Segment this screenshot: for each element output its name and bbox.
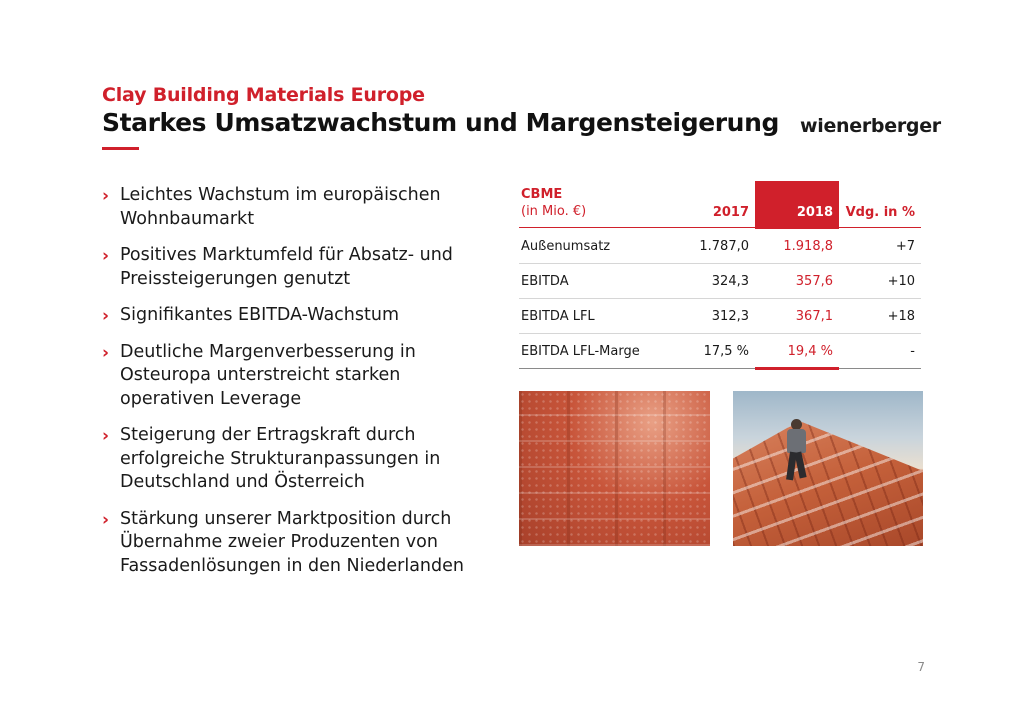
chevron-right-icon: › (102, 509, 110, 530)
roofer-figure (783, 419, 809, 481)
cell-change: +7 (895, 239, 915, 254)
bullet-item (102, 184, 482, 231)
cell-change: - (910, 344, 915, 359)
bullet-text: Positives Marktumfeld für Absatz- und Preissteigerungen genutzt (120, 245, 453, 289)
bullet-item (102, 508, 482, 579)
cell-2017: 324,3 (711, 274, 749, 289)
row-divider (519, 368, 921, 369)
column-header-2017: 2017 (712, 205, 749, 220)
kpi-table (519, 181, 921, 371)
bullet-text: Deutliche Margenverbesserung in Osteuropa unterstreicht starken operativen Leverage (120, 341, 416, 409)
cell-2017: 17,5 % (703, 344, 749, 359)
cell-2018: 357,6 (795, 274, 833, 289)
cell-2017: 312,3 (711, 309, 749, 324)
bullet-item (102, 304, 482, 328)
table-row (519, 264, 921, 299)
bullet-text: Stärkung unserer Marktposition durch Übernahme zweier Produzenten von Fassadenlösungen in den Niederlanden (120, 508, 464, 576)
table-unit: (in Mio. €) (521, 204, 587, 219)
title-underline (102, 147, 139, 150)
table-row (519, 299, 921, 334)
chevron-right-icon: › (102, 306, 110, 326)
bullet-item (102, 424, 482, 495)
chevron-right-icon: › (102, 246, 110, 266)
page-number: 7 (917, 660, 925, 674)
highlight-column-bottom (755, 367, 839, 370)
roof-photo (733, 391, 923, 546)
bullet-text: Steigerung der Ertragskraft durch erfolgreiche Strukturanpassungen in Deutschland und Österreich (120, 425, 441, 492)
page-title: Starkes Umsatzwachstum und Margensteigerung (102, 108, 779, 137)
brand-logo: wienerberger (800, 115, 941, 137)
table-row (519, 334, 921, 369)
chevron-right-icon: › (102, 342, 110, 363)
row-label: EBITDA LFL (521, 309, 595, 324)
table-label: CBME (521, 187, 563, 202)
bullet-text: Leichtes Wachstum im europäischen Wohnbaumarkt (120, 185, 441, 229)
roofer-leg (794, 452, 806, 479)
bullet-item (102, 341, 482, 412)
brick-texture (519, 391, 710, 546)
cell-2017: 1.787,0 (699, 239, 749, 254)
roofer-body (787, 429, 806, 453)
cell-2018: 1.918,8 (783, 239, 833, 254)
cell-change: +18 (887, 309, 915, 324)
cell-2018: 367,1 (795, 309, 833, 324)
roof-tiles (733, 421, 923, 546)
bullet-list (102, 184, 482, 591)
chevron-right-icon: › (102, 186, 110, 206)
chevron-right-icon: › (102, 426, 110, 446)
column-header-change: Vdg. in % (845, 205, 915, 220)
row-label: Außenumsatz (521, 239, 611, 254)
bullet-item (102, 244, 482, 291)
header-divider (519, 227, 921, 228)
section-subtitle: Clay Building Materials Europe (102, 84, 425, 106)
row-label: EBITDA LFL-Marge (521, 344, 640, 359)
cell-change: +10 (887, 274, 915, 289)
table-row (519, 229, 921, 264)
bullet-text: Signifikantes EBITDA-Wachstum (120, 305, 400, 325)
bricks-photo (519, 391, 710, 546)
cell-2018: 19,4 % (787, 344, 833, 359)
row-label: EBITDA (521, 274, 569, 289)
column-header-2018: 2018 (796, 205, 833, 220)
